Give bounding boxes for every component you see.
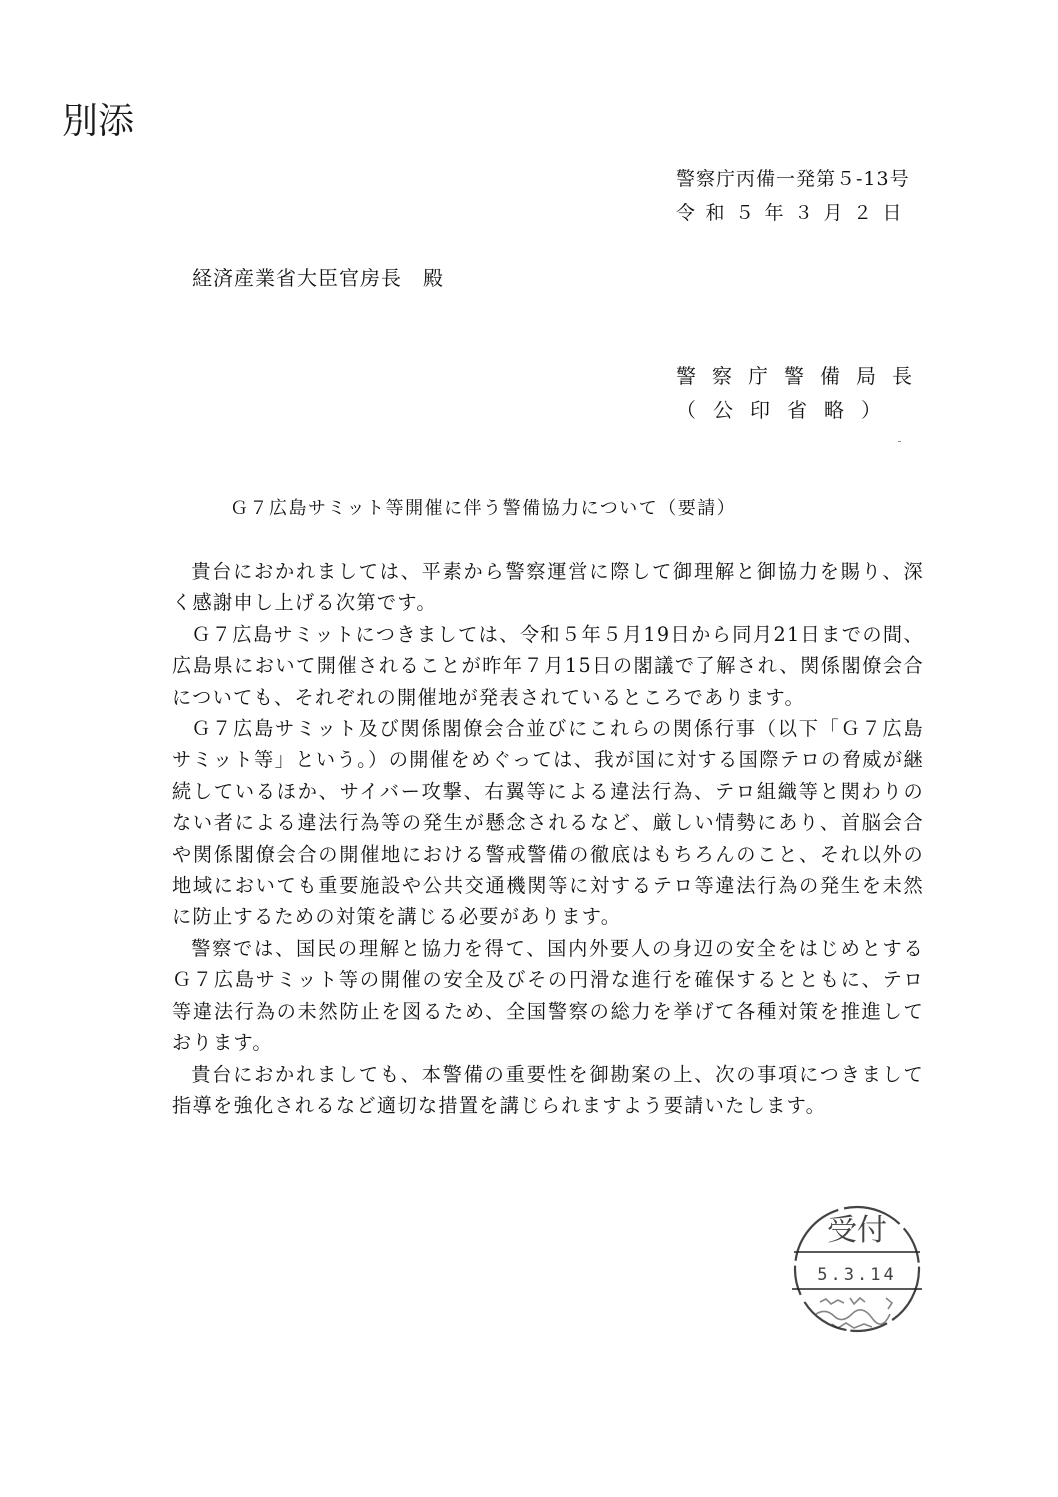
body-paragraph-4: 警察では、国民の理解と協力を得て、国内外要人の身辺の安全をはじめとするＧ７広島サミット等の開催の安全及びその円滑な進行を確保するとともに、テロ等違法行為の未然防止を図るため、全国警察の総力を挙げて各種対策を推進しております。 <box>172 936 924 1055</box>
stamp-date: 5.3.14 <box>817 1265 897 1285</box>
received-stamp <box>782 1198 932 1340</box>
attachment-label: 別添 <box>62 101 135 142</box>
sender-name: 警察庁警備局長 <box>676 364 928 388</box>
body-paragraph-1: 貴台におかれましては、平素から警察運営に際して御理解と御協力を賜り、深く感謝申し上げる次第です。 <box>172 560 924 615</box>
scan-mark <box>898 441 901 442</box>
seal-omitted-note: （公印省略） <box>676 398 898 422</box>
document-body <box>172 556 924 1121</box>
document-number: 警察庁丙備一発第５-13号 <box>676 168 910 190</box>
addressee: 経済産業省大臣官房長 殿 <box>192 266 444 290</box>
document-title: Ｇ７広島サミット等開催に伴う警備協力について（要請） <box>230 498 737 519</box>
body-paragraph-3: Ｇ７広島サミット及び関係閣僚会合並びにこれらの関係行事（以下「Ｇ７広島サミット等」という。）の開催をめぐっては、我が国に対する国際テロの脅威が継続しているほか、サイバー攻撃、右翼等による違法行為、テロ組織等と関わりのない者による違法行為等の発生が懸念されるなど、厳しい情勢にあり、首脳会合や関係閣僚会合の開催地における警戒警備の徹底はもちろんのこと、それ以外の地域においても重要施設や公共交通機関等に対するテロ等違法行為の発生を未然に防止するための対策を講じる必要があります。 <box>172 717 924 929</box>
body-paragraph-2: Ｇ７広島サミットにつきましては、令和５年５月19日から同月21日までの間、広島県において開催されることが昨年７月15日の閣議で了解され、関係閣僚会合についても、それぞれの開催地が発表されているところであります。 <box>172 622 924 709</box>
document-date: 令和５年３月２日 <box>676 202 913 224</box>
received-stamp-seal <box>782 1198 932 1340</box>
body-paragraph-5: 貴台におかれましても、本警備の重要性を御勘案の上、次の事項につきまして指導を強化されるなど適切な措置を講じられますよう要請いたします。 <box>172 1062 924 1117</box>
stamp-label: 受付 <box>827 1213 887 1248</box>
